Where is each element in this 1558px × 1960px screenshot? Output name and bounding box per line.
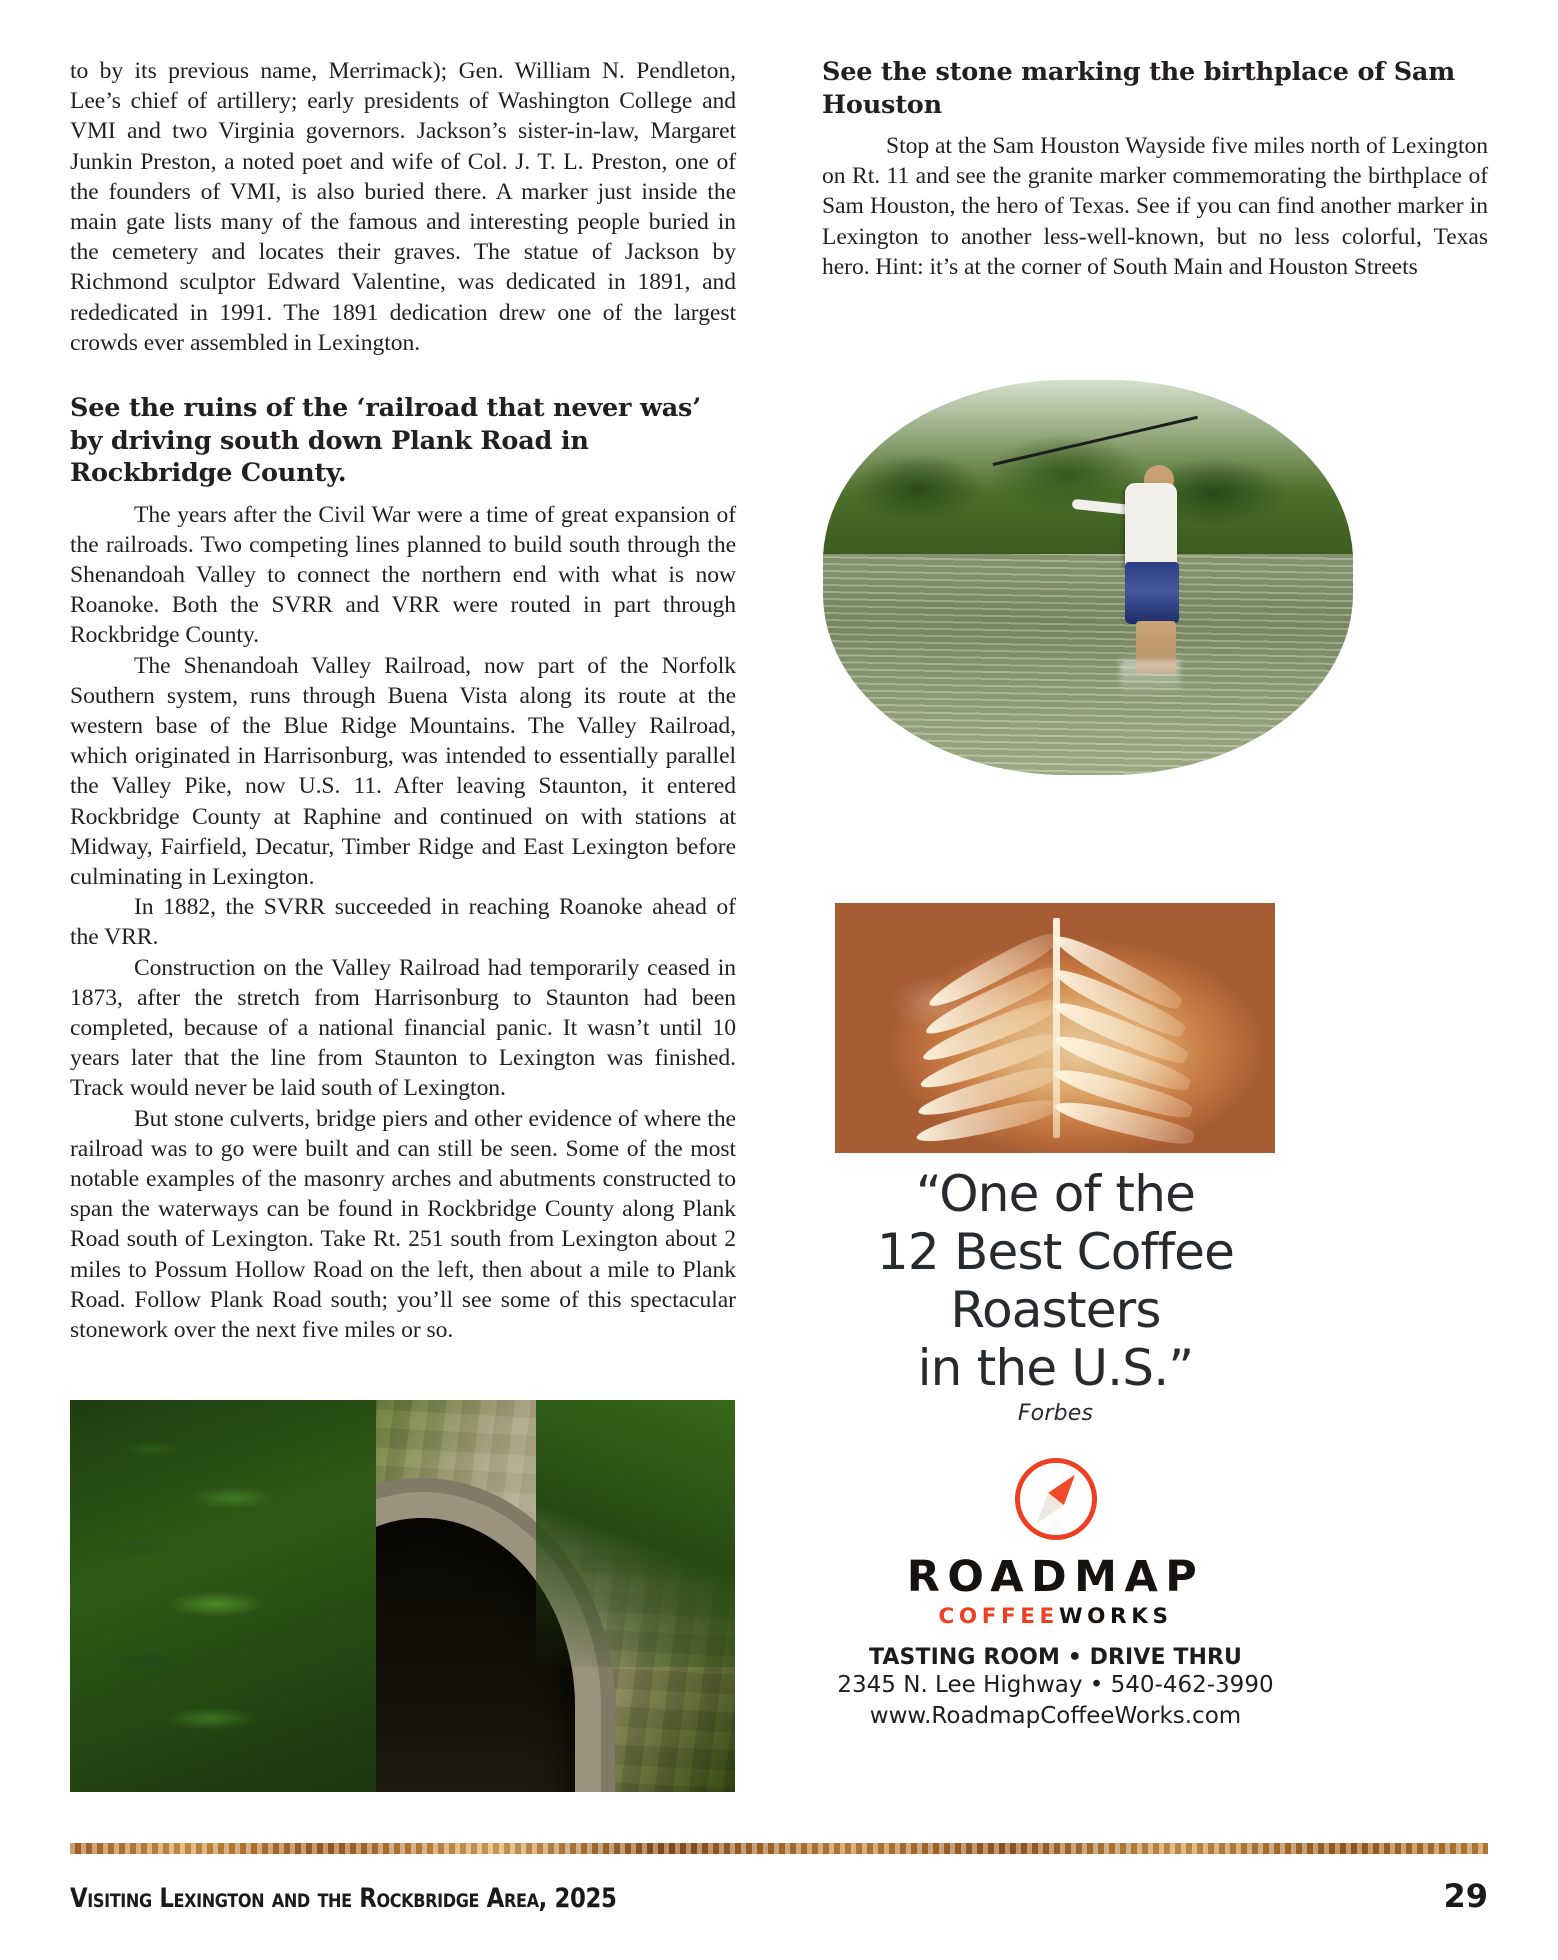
paragraph: In 1882, the SVRR succeeded in reaching Roanoke ahead of the VRR.	[70, 894, 736, 951]
fern-foliage-right	[536, 1400, 736, 1667]
ad-quote-line: in the U.S.”	[917, 1339, 1194, 1397]
ad-address: 2345 N. Lee Highway • 540-462-3990	[837, 1672, 1274, 1698]
section-heading-railroad: See the ruins of the ‘railroad that never was’ by driving south down Plank Road in Rockbridge County.	[70, 393, 701, 489]
angler-shorts	[1125, 562, 1179, 624]
ad-quote	[823, 1165, 1288, 1397]
ad-quote-line: Roasters	[950, 1281, 1161, 1339]
angler-torso	[1125, 483, 1177, 569]
fern-foliage-left	[70, 1400, 376, 1792]
section-heading-sam-houston: See the stone marking the birthplace of Sam Houston	[822, 57, 1456, 120]
paragraph: But stone culverts, bridge piers and other evidence of where the railroad was to go were built and can still be seen. Some of the most notable examples of the masonry arches and abutments constructed to span the waterways can be found in Rockbridge County along Plank Road south of Lexington. Take Rt. 251 south from Lexington about 2 miles to Possum Hollow Road on the left, then about a mile to Plank Road. Follow Plank Road south; you’ll see some of this spectacular stonework over the next five miles or so.	[70, 1105, 736, 1344]
fly-fisherman-photo	[823, 380, 1353, 775]
ad-website[interactable]: www.RoadmapCoffeeWorks.com	[869, 1703, 1242, 1729]
ad-quote-source: Forbes	[1017, 1401, 1094, 1426]
ad-quote-line: 12 Best Coffee	[876, 1223, 1235, 1281]
page-footer	[70, 1877, 1488, 1915]
spacer	[70, 358, 736, 392]
paragraph: Stop at the Sam Houston Wayside five miles north of Lexington on Rt. 11 and see the granite marker commemorating the birthplace of Sam Houston, the hero of Texas. See if you can find another marker in Lexington to another less-well-known, but no less colorful, Texas hero. Hint: it’s at the corner of South Main and Houston Streets	[822, 133, 1488, 280]
spacer	[822, 121, 1488, 131]
footer-title: Visiting Lexington and the Rockbridge Area, 2025	[70, 1883, 617, 1914]
treeline-layer	[823, 380, 1353, 562]
roadmap-logo	[823, 1458, 1288, 1629]
rosetta-pattern	[901, 908, 1209, 1148]
paragraph: Construction on the Valley Railroad had temporarily ceased in 1873, after the stretch from Harrisonburg to Staunton had been completed, because of a national financial panic. It wasn’t until 10 years later that the line from Staunton to Lexington was finished. Track would never be laid south of Lexington.	[70, 954, 736, 1102]
roadmap-coffee-advertisement	[823, 1165, 1288, 1732]
paragraph: The Shenandoah Valley Railroad, now part of the Norfolk Southern system, runs through Buena Vista along its route at the western base of the Blue Ridge Mountains. The Valley Railroad, which originated in Harrisonburg, was intended to essentially parallel the Valley Pike, now U.S. 11. After leaving Staunton, it entered Rockbridge County at Raphine and continued on with stations at Midway, Fairfield, Decatur, Timber Ridge and East Lexington before culminating in Lexington.	[70, 652, 736, 890]
stone-arch-culvert-photo	[70, 1400, 735, 1792]
paragraph: The years after the Civil War were a time of great expansion of the railroads. Two competing lines planned to build south through the Shenandoah Valley to connect the northern end with what is now Roanoke. Both the SVRR and VRR were routed in part through Rockbridge County.	[70, 501, 736, 649]
ad-services: TASTING ROOM • DRIVE THRU	[869, 1645, 1242, 1670]
water-reflection	[1120, 660, 1180, 696]
compass-icon	[1015, 1458, 1097, 1540]
footer-decorative-rule	[70, 1843, 1488, 1854]
continued-paragraph: to by its previous name, Merrimack); Gen. William N. Pendleton, Lee’s chief of artillery; early presidents of Washington College and VMI and two Virginia governors. Jackson’s sister-in-law, Margaret Junkin Preston, a noted poet and wife of Col. J. T. L. Preston, one of the founders of VMI, is also buried there. A marker just inside the main gate lists many of the famous and interesting people buried in the cemetery and locates their graves. The statue of Jackson by Richmond sculptor Edward Valentine, was dedicated in 1891, and rededicated in 1991. The 1891 dedication drew one of the largest crowds ever assembled in Lexington.	[70, 58, 736, 356]
ad-quote-line: “One of the	[915, 1165, 1196, 1223]
brand-subwordmark-works: WORKS	[1058, 1604, 1173, 1629]
brand-wordmark: ROADMAP	[906, 1552, 1205, 1602]
spacer	[70, 490, 736, 500]
brand-subwordmark	[938, 1604, 1172, 1629]
ad-contact-block	[823, 1645, 1288, 1732]
left-column	[70, 56, 736, 1345]
page-number: 29	[1443, 1877, 1488, 1915]
river-layer	[823, 554, 1353, 775]
latte-art-photo	[835, 903, 1275, 1153]
brand-subwordmark-coffee: COFFEE	[938, 1604, 1059, 1629]
